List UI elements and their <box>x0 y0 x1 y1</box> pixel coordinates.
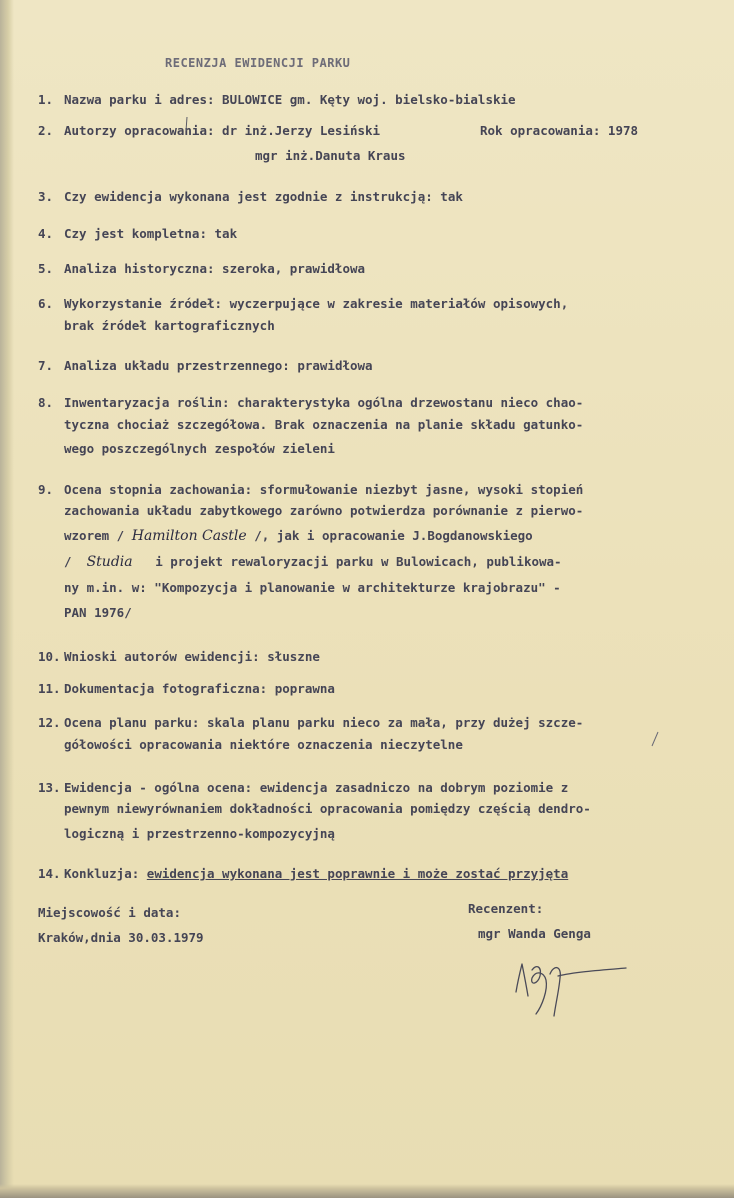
item-6: 6. Wykorzystanie źródeł: wyczerpujące w zakresie materiałów opisowych, <box>38 296 569 311</box>
item-11: 11. Dokumentacja fotograficzna: poprawna <box>38 681 335 696</box>
item-4-label: Czy jest kompletna: <box>64 226 207 241</box>
item-11-label: Dokumentacja fotograficzna: <box>64 681 268 696</box>
item-9-text3: wzorem / Hamilton Castle /, jak i opracowanie J.Bogdanowskiego <box>64 528 533 544</box>
item-8-text: charakterystyka ogólna drzewostanu nieco chao- <box>237 395 584 410</box>
item-7-text: prawidłowa <box>297 358 373 373</box>
item-5-text: szeroka, prawidłowa <box>222 261 366 276</box>
item-8-text2: tyczna chociaż szczegółowa. Brak oznaczenia na planie składu gatunko- <box>64 417 584 432</box>
item-3-text: tak <box>440 189 463 204</box>
item-13-text2: pewnym niewyrównaniem dokładności opracowania pomiędzy częścią dendro- <box>64 801 591 816</box>
item-8: 8. Inwentaryzacja roślin: charakterystyka ogólna drzewostanu nieco chao- <box>38 395 584 410</box>
item-9-text6: PAN 1976/ <box>64 605 132 620</box>
handwritten-insert-hamilton: Hamilton Castle <box>131 528 247 544</box>
item-8-text3: wego poszczególnych zespołów zieleni <box>64 441 335 456</box>
place-date-label: Miejscowość i data: <box>38 905 181 920</box>
item-12-label: Ocena planu parku: <box>64 715 200 730</box>
item-4-text: tak <box>214 226 238 241</box>
document-title: RECENZJA EWIDENCJI PARKU <box>165 56 351 70</box>
item-14-label: Konkluzja: <box>64 866 140 881</box>
item-9-label: Ocena stopnia zachowania: <box>64 482 253 497</box>
item-4: 4. Czy jest kompletna: tak <box>38 226 238 241</box>
signature <box>510 950 670 1030</box>
item-2-text2: mgr inż.Danuta Kraus <box>255 148 406 163</box>
item-9-text5: ny m.in. w: "Kompozycja i planowanie w architekturze krajobrazu" - <box>64 580 561 595</box>
pencil-mark <box>648 730 662 750</box>
item-9-text4: / Studia i projekt rewaloryzacji parku w Bulowicach, publikowa- <box>64 554 562 570</box>
item-8-label: Inwentaryzacja roślin: <box>64 395 230 410</box>
pencil-mark <box>182 115 192 135</box>
reviewer-label: Recenzent: <box>468 901 544 916</box>
item-2-year: Rok opracowania: 1978 <box>480 123 639 138</box>
item-14: 14. Konkluzja: ewidencja wykonana jest poprawnie i może zostać przyjęta <box>38 866 569 881</box>
item-3-label: Czy ewidencja wykonana jest zgodnie z instrukcją: <box>64 189 433 204</box>
item-6-text: wyczerpujące w zakresie materiałów opisowych, <box>229 296 569 311</box>
item-9-text: sformułowanie niezbyt jasne, wysoki stopień <box>259 482 584 497</box>
item-6-label: Wykorzystanie źródeł: <box>64 296 223 311</box>
item-1-label: Nazwa parku i adres: <box>64 92 215 107</box>
item-10-label: Wnioski autorów ewidencji: <box>64 649 260 664</box>
item-10-text: słuszne <box>267 649 320 664</box>
item-1-text: BULOWICE gm. Kęty woj. bielsko-bialskie <box>222 92 516 107</box>
item-12-text: skala planu parku nieco za mała, przy dużej szcze- <box>207 715 584 730</box>
item-3: 3. Czy ewidencja wykonana jest zgodnie z instrukcją: tak <box>38 189 463 204</box>
item-13-text: ewidencja zasadniczo na dobrym poziomie z <box>259 780 569 795</box>
item-7-label: Analiza układu przestrzennego: <box>64 358 290 373</box>
item-9: 9. Ocena stopnia zachowania: sformułowanie niezbyt jasne, wysoki stopień <box>38 482 584 497</box>
item-2: 2. Autorzy opracowania: dr inż.Jerzy Lesiński <box>38 123 381 138</box>
item-11-text: poprawna <box>274 681 335 696</box>
item-7: 7. Analiza układu przestrzennego: prawidłowa <box>38 358 373 373</box>
item-13-label: Ewidencja - ogólna ocena: <box>64 780 253 795</box>
handwritten-insert-studia: Studia <box>86 554 133 570</box>
item-12-text2: gółowości opracowania niektóre oznaczenia nieczytelne <box>64 737 463 752</box>
item-12: 12. Ocena planu parku: skala planu parku nieco za mała, przy dużej szcze- <box>38 715 584 730</box>
item-9-text2: zachowania układu zabytkowego zarówno potwierdza porównanie z pierwo- <box>64 503 584 518</box>
paper-edge-bottom <box>0 1184 734 1198</box>
item-1: 1. Nazwa parku i adres: BULOWICE gm. Kęty woj. bielsko-bialskie <box>38 92 516 107</box>
item-5: 5. Analiza historyczna: szeroka, prawidłowa <box>38 261 366 276</box>
paper-edge-left <box>0 0 14 1198</box>
item-13-text3: logiczną i przestrzenno-kompozycyjną <box>64 826 335 841</box>
item-13: 13. Ewidencja - ogólna ocena: ewidencja zasadniczo na dobrym poziomie z <box>38 780 569 795</box>
item-10: 10. Wnioski autorów ewidencji: słuszne <box>38 649 320 664</box>
reviewer-name: mgr Wanda Genga <box>478 926 591 941</box>
item-6-text2: brak źródeł kartograficznych <box>64 318 275 333</box>
place-date-value: Kraków,dnia 30.03.1979 <box>38 930 204 945</box>
item-2-label: Autorzy opracowania: <box>64 123 215 138</box>
item-5-label: Analiza historyczna: <box>64 261 215 276</box>
item-14-text: ewidencja wykonana jest poprawnie i może zostać przyjęta <box>146 866 569 881</box>
item-2-text: dr inż.Jerzy Lesiński <box>222 123 381 138</box>
